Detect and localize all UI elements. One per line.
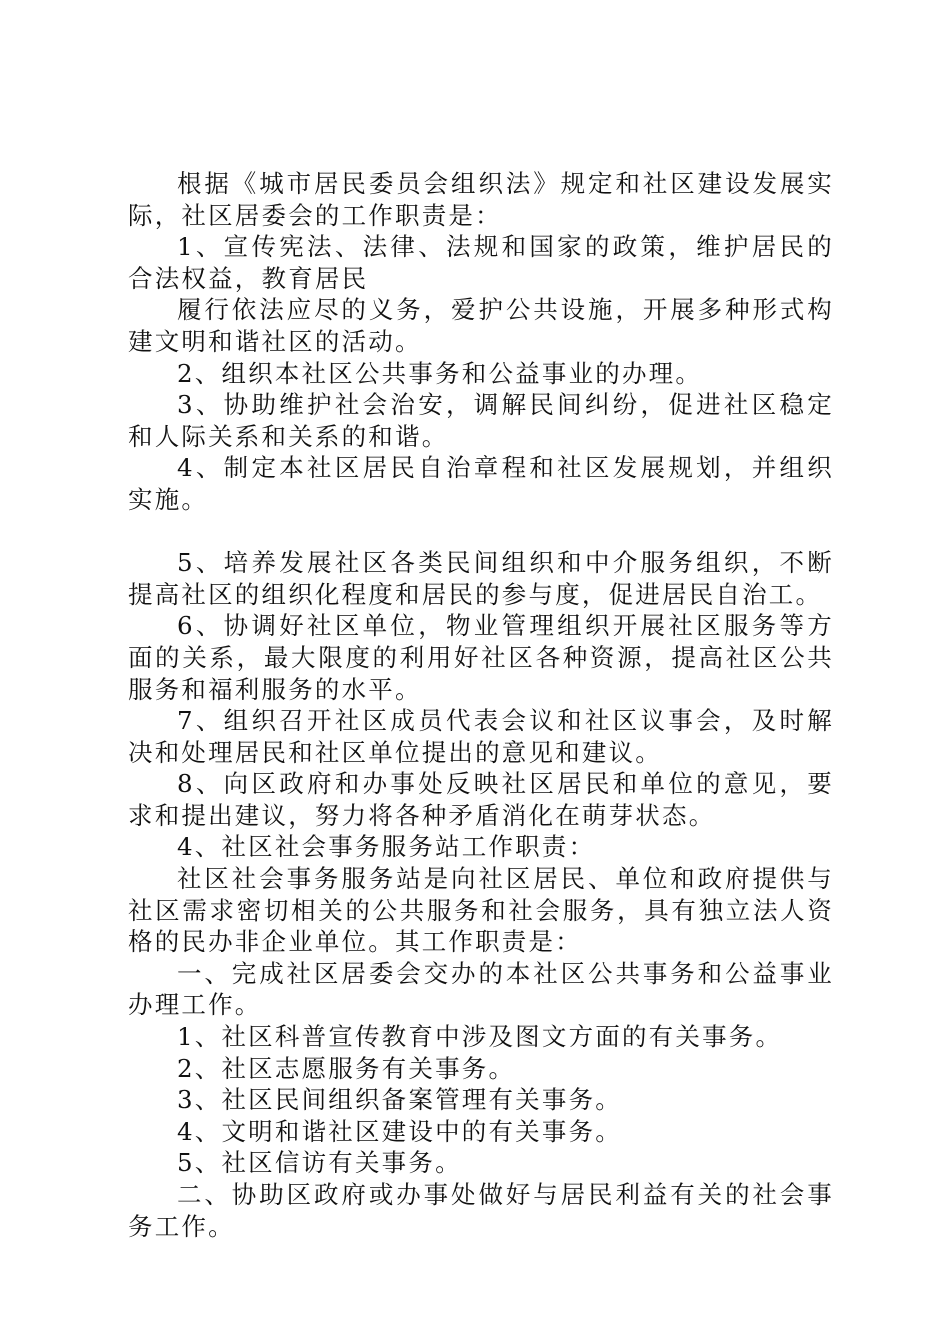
list-item-2: 2、社区志愿服务有关事务。 [177, 1053, 516, 1083]
paragraph-item-8: 8、向区政府和办事处反映社区居民和单位的意见，要求和提出建议，努力将各种矛盾消化在萌芽状态。 [128, 769, 834, 830]
paragraph-item-6: 6、协调好社区单位，物业管理组织开展社区服务等方面的关系，最大限度的利用好社区各种资源，提高社区公共服务和福利服务的水平。 [128, 611, 834, 704]
paragraph-item-1: 1、宣传宪法、法律、法规和国家的政策，维护居民的合法权益，教育居民 [128, 232, 834, 293]
list-item-1: 1、社区科普宣传教育中涉及图文方面的有关事务。 [177, 1022, 783, 1052]
document-body [128, 168, 834, 1242]
list-item-3: 3、社区民间组织备案管理有关事务。 [177, 1085, 622, 1115]
paragraph-item-5: 5、培养发展社区各类民间组织和中介服务组织，不断提高社区的组织化程度和居民的参与度，促进居民自治工。 [128, 548, 834, 609]
paragraph-service-station-intro: 社区社会事务服务站是向社区居民、单位和政府提供与社区需求密切相关的公共服务和社会服务，具有独立法人资格的民办非企业单位。其工作职责是： [128, 864, 834, 957]
subheading-part-one: 一、完成社区居委会交办的本社区公共事务和公益事业办理工作。 [128, 958, 834, 1020]
paragraph-item-2: 2、组织本社区公共事务和公益事业的办理。 [177, 358, 703, 388]
subheading-part-two: 二、协助区政府或办事处做好与居民利益有关的社会事务工作。 [128, 1180, 834, 1241]
list-item-5: 5、社区信访有关事务。 [177, 1148, 462, 1178]
paragraph-item-1-continued: 履行依法应尽的义务，爱护公共设施，开展多种形式构建文明和谐社区的活动。 [128, 295, 834, 356]
section-heading-service-station: 4、社区社会事务服务站工作职责： [177, 832, 596, 862]
paragraph-item-4: 4、制定本社区居民自治章程和社区发展规划，并组织实施。 [128, 453, 834, 514]
list-item-4: 4、文明和谐社区建设中的有关事务。 [177, 1116, 622, 1146]
paragraph-intro: 根据《城市居民委员会组织法》规定和社区建设发展实际，社区居委会的工作职责是： [128, 169, 834, 230]
paragraph-item-7: 7、组织召开社区成员代表会议和社区议事会，及时解决和处理居民和社区单位提出的意见和建议。 [128, 706, 834, 767]
paragraph-item-3: 3、协助维护社会治安，调解民间纠纷，促进社区稳定和人际关系和关系的和谐。 [128, 390, 834, 451]
